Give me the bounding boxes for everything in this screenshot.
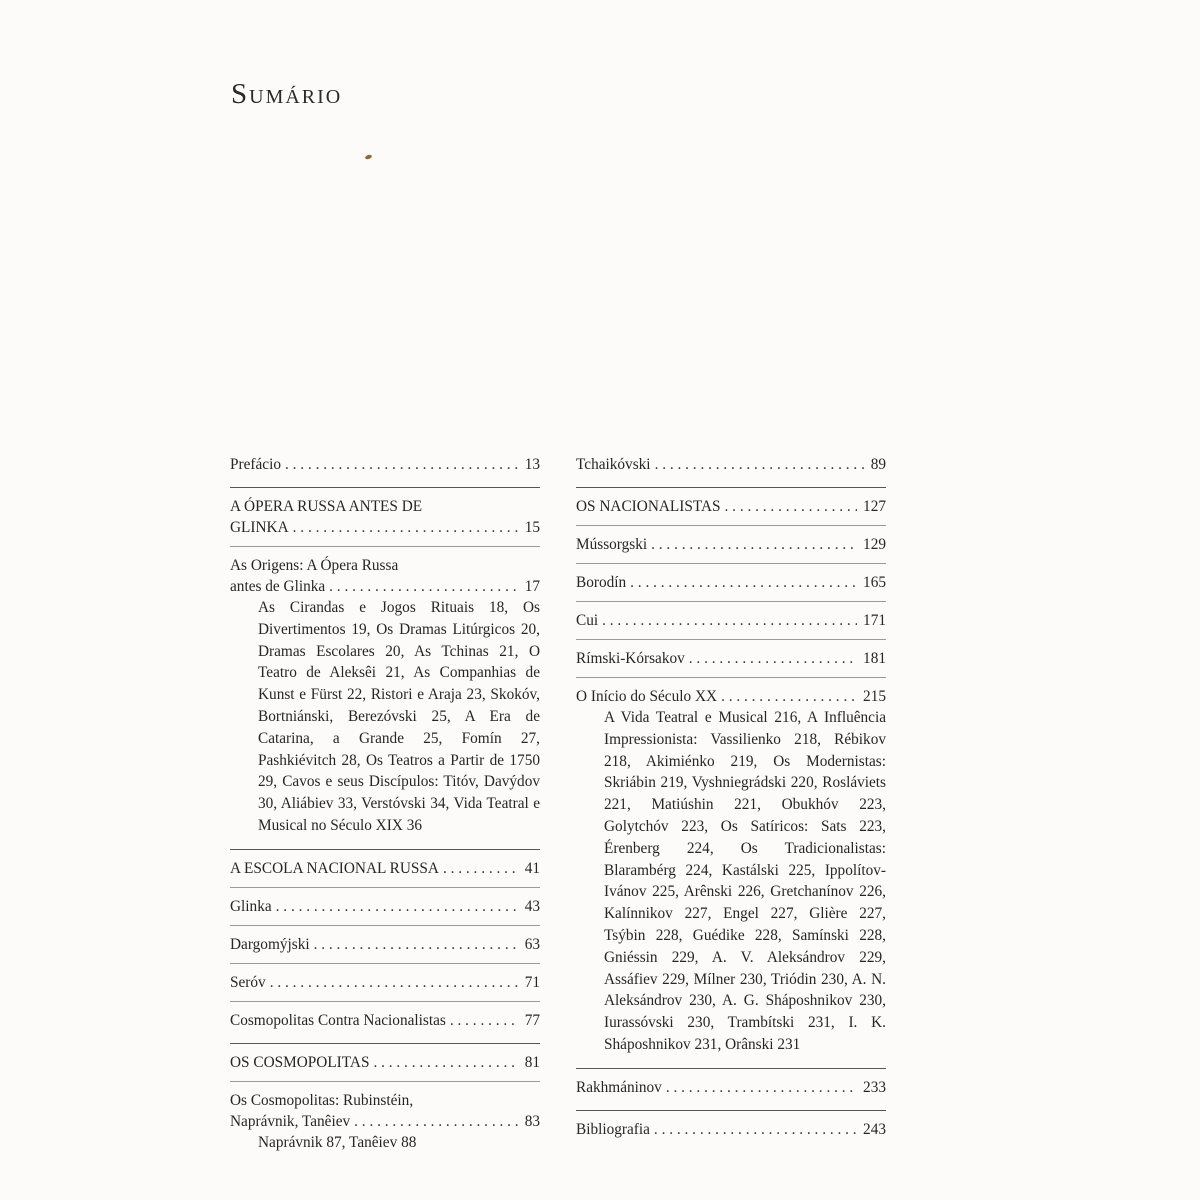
leader-dots <box>689 648 857 669</box>
leader-dots <box>285 454 519 475</box>
toc-entry-label: Cui <box>576 612 599 629</box>
toc-entry-os-nacionalistas[interactable] <box>576 496 886 517</box>
toc-entry-cosmopolitas-contra[interactable] <box>230 1010 540 1031</box>
leader-dots <box>651 534 857 555</box>
section-divider <box>230 487 540 488</box>
toc-entry-label-line2: antes de Glinka <box>230 578 326 595</box>
entry-divider <box>576 677 886 678</box>
entry-divider <box>230 546 540 547</box>
entry-divider <box>576 639 886 640</box>
toc-entry-label-line1: Os Cosmopolitas: Rubinstéin, <box>230 1091 414 1109</box>
entry-divider <box>576 525 886 526</box>
leader-dots <box>654 1119 857 1140</box>
toc-entry-dargomyjski[interactable] <box>230 934 540 955</box>
toc-entry-page: 17 <box>524 578 540 595</box>
toc-entry-os-cosmopolitas[interactable] <box>230 1052 540 1073</box>
toc-right-column <box>576 454 886 1140</box>
toc-entry-label: Dargomýjski <box>230 935 310 953</box>
page-title: Sumário <box>231 78 343 110</box>
leader-dots <box>630 572 857 593</box>
leader-dots <box>721 686 857 707</box>
toc-left-column <box>230 454 540 1154</box>
toc-entry-page: 63 <box>524 935 540 953</box>
toc-entry-page: 41 <box>524 859 540 877</box>
toc-entry-borodin[interactable] <box>576 572 886 593</box>
leader-dots <box>443 858 519 879</box>
toc-entry-inicio-seculo[interactable] <box>576 686 886 707</box>
toc-entry-page: 243 <box>863 1120 886 1138</box>
leader-dots <box>270 972 519 993</box>
leader-dots <box>666 1077 857 1098</box>
entry-divider <box>576 601 886 602</box>
toc-entry-label: Borodín <box>576 574 627 591</box>
leader-dots <box>373 1052 518 1073</box>
toc-entry-label: O Início do Século XX <box>576 688 718 705</box>
leader-dots <box>329 576 519 597</box>
toc-entry-tchaikovski[interactable] <box>576 454 886 475</box>
toc-entry-bibliografia[interactable] <box>576 1119 886 1140</box>
leader-dots <box>450 1010 519 1031</box>
toc-subentries-cosmopolitas: Naprávnik 87, Tanêiev 88 <box>258 1133 417 1151</box>
toc-entry-label: Mússorgski <box>576 536 648 553</box>
section-divider <box>230 849 540 850</box>
toc-entry-label: Tchaikóvski <box>576 456 651 473</box>
toc-entry-page: 129 <box>863 536 886 553</box>
toc-entry-page: 71 <box>524 973 540 991</box>
toc-entry-label: Bibliografia <box>576 1120 650 1138</box>
toc-entry-label: OS NACIONALISTAS <box>576 498 721 515</box>
leader-dots <box>293 517 519 538</box>
toc-entry-label-line1: A ÓPERA RUSSA ANTES DE <box>230 498 423 515</box>
paper-speck <box>365 154 373 160</box>
toc-entry-page: 171 <box>863 612 886 629</box>
toc-entry-cui[interactable] <box>576 610 886 631</box>
leader-dots <box>602 610 857 631</box>
toc-entry-label: Cosmopolitas Contra Nacionalistas <box>230 1011 446 1029</box>
toc-entry-label-line2: GLINKA <box>230 519 289 536</box>
toc-entry-page: 215 <box>863 688 886 705</box>
leader-dots <box>354 1111 519 1132</box>
toc-entry-page: 127 <box>863 498 886 515</box>
toc-entry-label: Rímski-Kórsakov <box>576 650 685 667</box>
toc-entry-label: Seróv <box>230 973 266 991</box>
section-divider <box>576 487 886 488</box>
toc-subentries-origens: As Cirandas e Jogos Rituais 18, Os Divertimentos 19, Os Dramas Litúrgicos 20, Dramas Escolares 20, As Tchinas 21, O Teatro de Aleksêi 21, As Companhias de Kunst e Fürst 22, Ristori e Araja 23, Skokóv, Bortniánski, Berezóvski 25, A Era de Catarina, a Grande 25, Fomín 27, Pashkiévitch 28, Os Teatros a Partir de 1750 29, Cavos e seus Discípulos: Titóv, Davýdov 30, Aliábiev 33, Verstóvski 34, Vida Teatral e Musical no Século XIX 36 <box>258 599 540 834</box>
toc-entry-page: 15 <box>524 519 540 536</box>
toc-entry-page: 43 <box>524 897 540 915</box>
leader-dots <box>276 896 519 917</box>
toc-entry-escola[interactable] <box>230 858 540 879</box>
toc-entry-mussorgski[interactable] <box>576 534 886 555</box>
toc-entry-label-line1: As Origens: A Ópera Russa <box>230 557 399 574</box>
section-divider <box>230 1043 540 1044</box>
toc-entry-label: OS COSMOPOLITAS <box>230 1053 370 1071</box>
toc-entry-page: 233 <box>863 1078 886 1096</box>
toc-entry-prefacio[interactable] <box>230 454 540 475</box>
toc-entry-rimski[interactable] <box>576 648 886 669</box>
toc-entry-glinka[interactable] <box>230 896 540 917</box>
toc-entry-label: Glinka <box>230 897 272 915</box>
toc-entry-origens[interactable] <box>230 555 540 597</box>
section-divider <box>576 1110 886 1111</box>
toc-entry-label: A ESCOLA NACIONAL RUSSA <box>230 859 439 877</box>
leader-dots <box>655 454 865 475</box>
entry-divider <box>230 887 540 888</box>
entry-divider <box>230 1081 540 1082</box>
leader-dots <box>314 934 519 955</box>
toc-entry-page: 89 <box>870 456 886 473</box>
toc-entry-page: 165 <box>863 574 886 591</box>
toc-entry-cosmo-rubinstein[interactable] <box>230 1090 540 1132</box>
toc-entry-label: Prefácio <box>230 456 281 473</box>
entry-divider <box>576 563 886 564</box>
toc-entry-label-line2: Naprávnik, Tanêiev <box>230 1112 351 1130</box>
toc-entry-label: Rakhmáninov <box>576 1078 662 1096</box>
entry-divider <box>230 963 540 964</box>
section-divider <box>576 1068 886 1069</box>
toc-entry-page: 181 <box>863 650 886 667</box>
toc-entry-page: 83 <box>524 1112 540 1130</box>
toc-entry-serov[interactable] <box>230 972 540 993</box>
toc-entry-page: 77 <box>524 1011 540 1029</box>
entry-divider <box>230 1001 540 1002</box>
toc-entry-rakhmaninov[interactable] <box>576 1077 886 1098</box>
toc-entry-opera-russa[interactable] <box>230 496 540 538</box>
toc-entry-page: 13 <box>524 456 540 473</box>
entry-divider <box>230 925 540 926</box>
toc-entry-page: 81 <box>524 1053 540 1071</box>
leader-dots <box>725 496 858 517</box>
toc-subentries-inicio-seculo: A Vida Teatral e Musical 216, A Influência Impressionista: Vassilienko 218, Rébikov 218, Akimiénko 219, Os Modernistas: Skriábin 219, Vyshniegrádski 220, Rosláviets 221, Matiúshin 221, Obukhóv 223, Golytchóv 223, Os Satíricos: Sats 223, Érenberg 224, Os Tradicionalistas: Blarambérg 224, Kastálski 225, Ippolítov-Ivánov 225, Arênski 226, Gretchanínov 226, Kalínnikov 227, Engel 227, Glière 227, Tsýbin 228, Guédike 228, Samínski 228, Gniéssin 229, A. V. Aleksándrov 229, Assáfiev 229, Mílner 230, Triódin 230, A. N. Aleksándrov 230, A. G. Sháposhnikov 230, Iurassóvski 230, Trambítski 231, I. K. Sháposhnikov 231, Orânski 231 <box>604 709 886 1053</box>
